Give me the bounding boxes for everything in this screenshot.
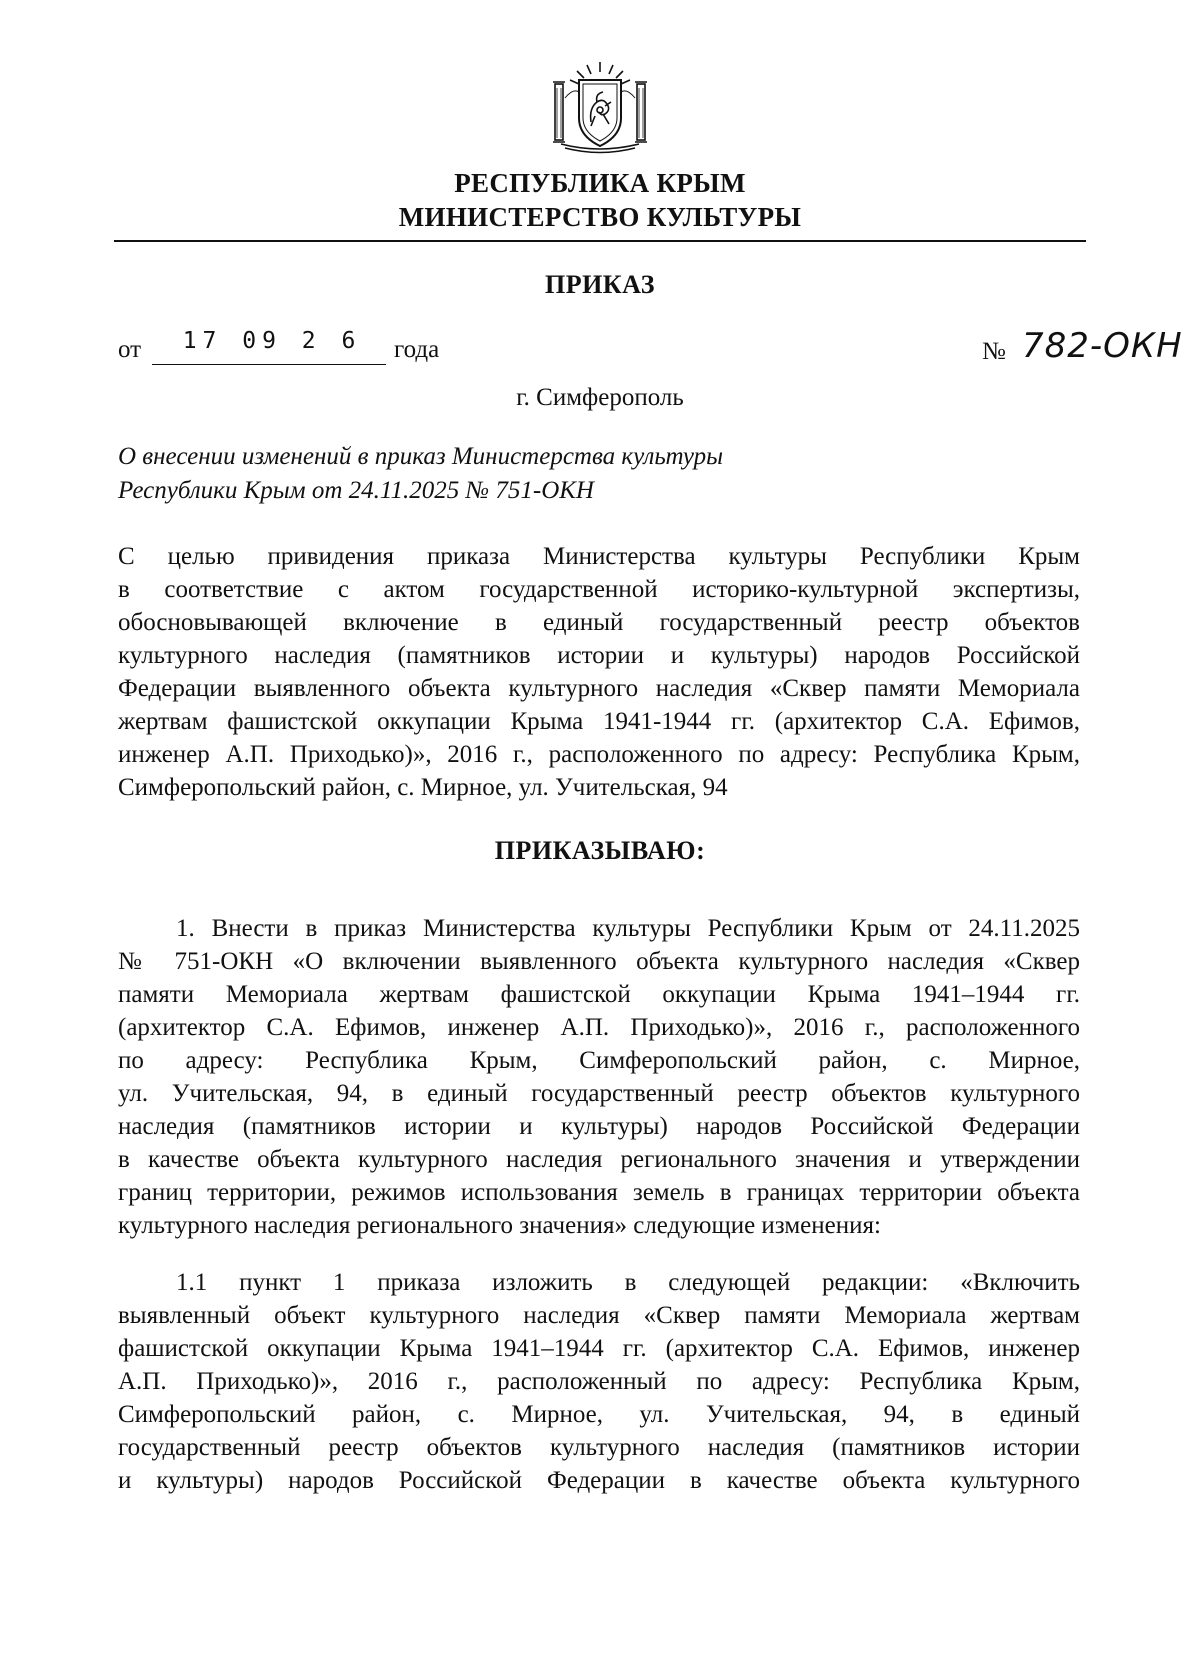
paragraph-line: № 751-ОКН «О включении выявленного объекта культурного наследия «Сквер xyxy=(118,948,1080,975)
date-underline xyxy=(152,364,386,365)
paragraph-line: Федерации выявленного объекта культурного наследия «Сквер памяти Мемориала xyxy=(118,675,1080,702)
city: г. Симферополь xyxy=(516,384,684,411)
paragraph-line: наследия (памятников истории и культуры) народов Российской Федерации xyxy=(118,1113,1080,1140)
paragraph-line: Симферопольский район, с. Мирное, ул. Учительская, 94, в единый xyxy=(118,1401,1080,1428)
paragraph-line: Симферопольский район, с. Мирное, ул. Учительская, 94 xyxy=(118,774,728,801)
ministry-name: МИНИСТЕРСТВО КУЛЬТУРЫ xyxy=(398,202,802,232)
date-prefix: от xyxy=(118,336,142,363)
paragraph-line: культурного наследия (памятников истории и культуры) народов Российской xyxy=(118,642,1080,669)
date-value: 17 09 2 6 xyxy=(182,328,362,354)
paragraph-line: в соответствие с актом государственной историко-культурной экспертизы, xyxy=(118,576,1080,603)
paragraph-line: 1.1 пункт 1 приказа изложить в следующей редакции: «Включить xyxy=(176,1269,1080,1296)
paragraph-line: А.П. Приходько)», 2016 г., расположенный по адресу: Республика Крым, xyxy=(118,1368,1080,1395)
header-divider xyxy=(114,240,1086,242)
item-1-paragraph xyxy=(118,912,1080,1242)
paragraph-line: выявленный объект культурного наследия «Сквер памяти Мемориала жертвам xyxy=(118,1302,1080,1329)
subject-line: Республики Крым от 24.11.2025 № 751-ОКН xyxy=(118,477,594,504)
order-heading: ПРИКАЗЫВАЮ: xyxy=(494,836,706,865)
paragraph-line: и культуры) народов Российской Федерации в качестве объекта культурного xyxy=(118,1467,1080,1494)
paragraph-line: фашистской оккупации Крыма 1941–1944 гг. (архитектор С.А. Ефимов, инженер xyxy=(118,1335,1080,1362)
document-type: ПРИКАЗ xyxy=(544,270,656,299)
paragraph-line: культурного наследия регионального значения» следующие изменения: xyxy=(118,1212,881,1239)
paragraph-line: С целью привидения приказа Министерства культуры Республики Крым xyxy=(118,543,1080,570)
paragraph-line: границ территории, режимов использования земель в границах территории объекта xyxy=(118,1179,1080,1206)
number-value: 782-ОКН xyxy=(1022,326,1183,366)
republic-name: РЕСПУБЛИКА КРЫМ xyxy=(454,168,746,198)
paragraph-line: инженер А.П. Приходько)», 2016 г., расположенного по адресу: Республика Крым, xyxy=(118,741,1080,768)
paragraph-line: (архитектор С.А. Ефимов, инженер А.П. Приходько)», 2016 г., расположенного xyxy=(118,1014,1080,1041)
item-1-1-paragraph xyxy=(118,1266,1080,1497)
subject-line: О внесении изменений в приказ Министерства культуры xyxy=(118,443,724,470)
paragraph-line: по адресу: Республика Крым, Симферопольский район, с. Мирное, xyxy=(118,1047,1080,1074)
paragraph-line: государственный реестр объектов культурного наследия (памятников истории xyxy=(118,1434,1080,1461)
document-subject xyxy=(118,440,723,508)
paragraph-line: 1. Внести в приказ Министерства культуры Республики Крым от 24.11.2025 xyxy=(176,915,1080,942)
preamble-paragraph xyxy=(118,540,1080,804)
paragraph-line: в качестве объекта культурного наследия регионального значения и утверждении xyxy=(118,1146,1080,1173)
paragraph-line: памяти Мемориала жертвам фашистской оккупации Крыма 1941–1944 гг. xyxy=(118,981,1080,1008)
crimea-coat-of-arms-icon xyxy=(547,58,653,154)
paragraph-line: обосновывающей включение в единый государственный реестр объектов xyxy=(118,609,1080,636)
number-sign: № xyxy=(982,338,1006,365)
paragraph-line: жертвам фашистской оккупации Крыма 1941-1944 гг. (архитектор С.А. Ефимов, xyxy=(118,708,1080,735)
paragraph-line: ул. Учительская, 94, в единый государственный реестр объектов культурного xyxy=(118,1080,1080,1107)
date-suffix: года xyxy=(394,336,440,363)
